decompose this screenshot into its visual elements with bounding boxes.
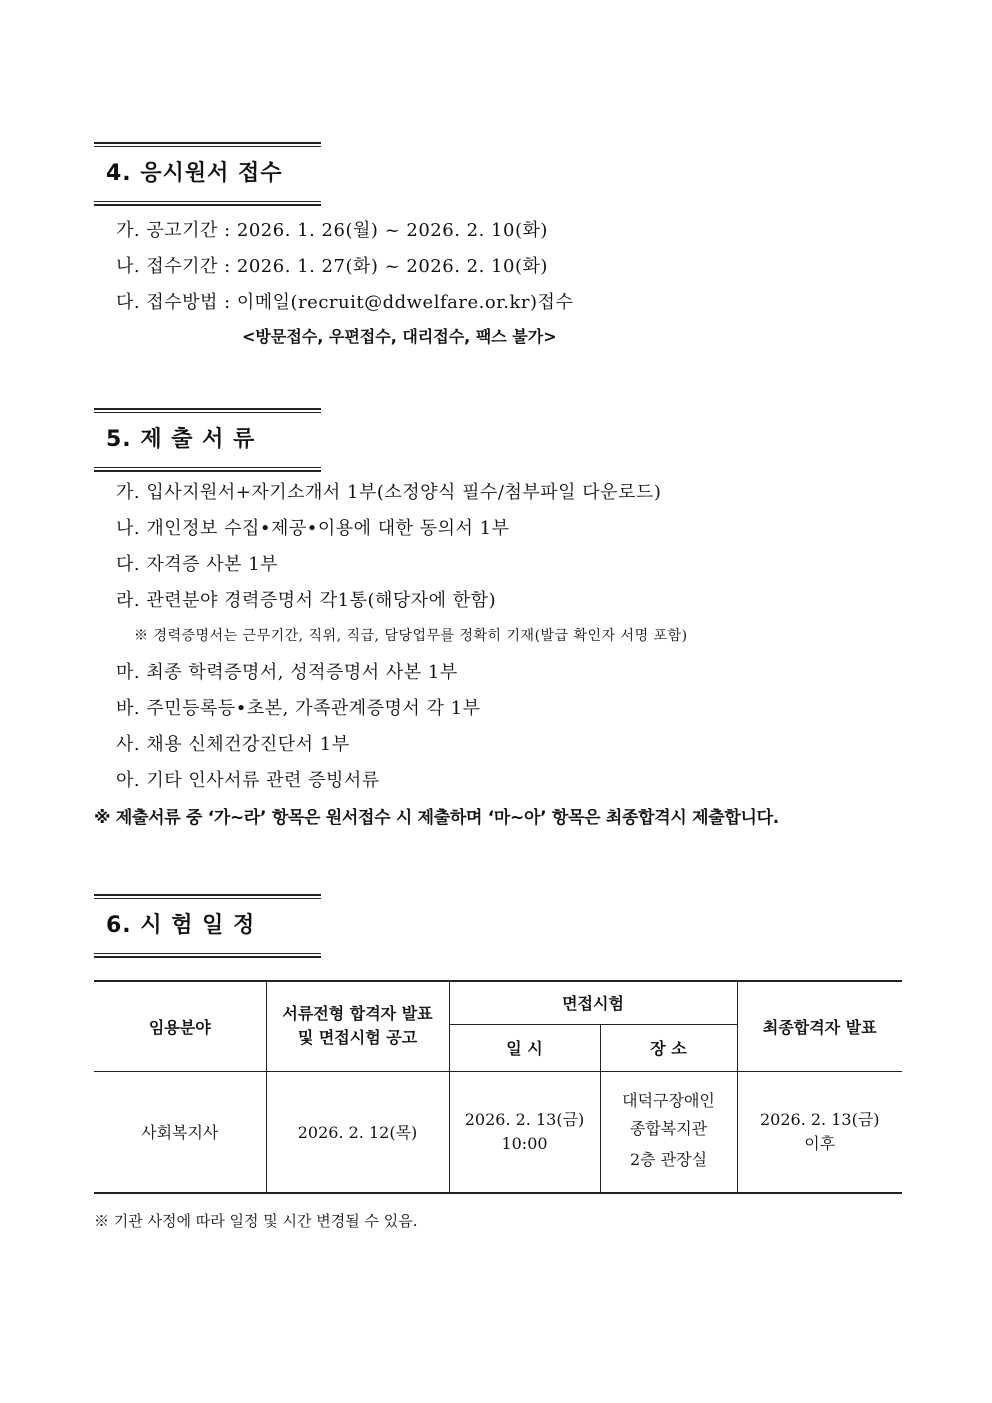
section5-item: 바. 주민등록등•초본, 가족관계증명서 각 1부	[116, 698, 481, 719]
section4-title: 4. 응시원서 접수	[106, 161, 283, 186]
section5-subnote: ※ 경력증명서는 근무기간, 직위, 직급, 담당업무를 정확히 기재(발급 확인자 서명 포함)	[134, 628, 688, 644]
section5-header	[94, 408, 321, 472]
section5-item: 마. 최종 학력증명서, 성적증명서 사본 1부	[116, 662, 458, 683]
cell-place-line3: 2층 관장실	[629, 1149, 708, 1169]
cell-doc-result: 2026. 2. 12(목)	[266, 1071, 449, 1193]
cell-place-line2: 종합복지관	[629, 1118, 708, 1138]
cell-datetime	[449, 1071, 600, 1193]
cell-place-line1: 대덕구장애인	[622, 1090, 715, 1110]
header-bottom-rule	[94, 201, 321, 206]
header-doc-result: 서류전형 합격자 발표 및 면접시험 공고	[266, 981, 449, 1071]
header-final: 최종합격자 발표	[737, 981, 902, 1071]
section4-item: 나. 접수기간 : 2026. 1. 27(화) ~ 2026. 2. 10(화)	[116, 256, 548, 277]
cell-final-after: 이후	[804, 1133, 836, 1153]
section4-item: 다. 접수방법 : 이메일(recruit@ddwelfare.or.kr)접수	[116, 292, 574, 313]
header-bottom-rule	[94, 953, 321, 958]
cell-datetime-time: 10:00	[501, 1133, 548, 1153]
section5-item: 아. 기타 인사서류 관련 증빙서류	[116, 770, 380, 791]
section5-item: 나. 개인정보 수집•제공•이용에 대한 동의서 1부	[116, 518, 510, 539]
cell-place	[600, 1071, 737, 1193]
section6-header	[94, 894, 321, 958]
header-datetime: 일 시	[449, 1024, 600, 1071]
header-field: 임용분야	[94, 981, 266, 1071]
section5-note: ※ 제출서류 중 ‘가~라’ 항목은 원서접수 시 제출하며 ‘마~아’ 항목은 최종합격시 제출합니다.	[94, 808, 779, 828]
section5-item: 다. 자격증 사본 1부	[116, 554, 279, 575]
section5-item: 가. 입사지원서+자기소개서 1부(소정양식 필수/첨부파일 다운로드)	[116, 482, 662, 503]
section5-item: 라. 관련분야 경력증명서 각1통(해당자에 한함)	[116, 590, 497, 611]
cell-final-date: 2026. 2. 13(금)	[759, 1109, 880, 1129]
section4-note: <방문접수, 우편접수, 대리접수, 팩스 불가>	[242, 327, 557, 346]
section5-title: 5. 제 출 서 류	[106, 427, 256, 452]
cell-final	[737, 1071, 902, 1193]
header-interview: 면접시험	[449, 981, 737, 1024]
section4-header	[94, 142, 321, 206]
section5-item: 사. 채용 신체건강진단서 1부	[116, 734, 350, 755]
schedule-footnote: ※ 기관 사정에 따라 일정 및 시간 변경될 수 있음.	[94, 1212, 418, 1230]
header-bottom-rule	[94, 467, 321, 472]
cell-datetime-date: 2026. 2. 13(금)	[464, 1109, 585, 1129]
cell-field: 사회복지사	[94, 1071, 266, 1193]
section4-item: 가. 공고기간 : 2026. 1. 26(월) ~ 2026. 2. 10(화)	[116, 220, 548, 241]
header-place: 장 소	[600, 1024, 737, 1071]
section6-title: 6. 시 험 일 정	[106, 913, 256, 938]
schedule-table	[94, 980, 902, 1194]
